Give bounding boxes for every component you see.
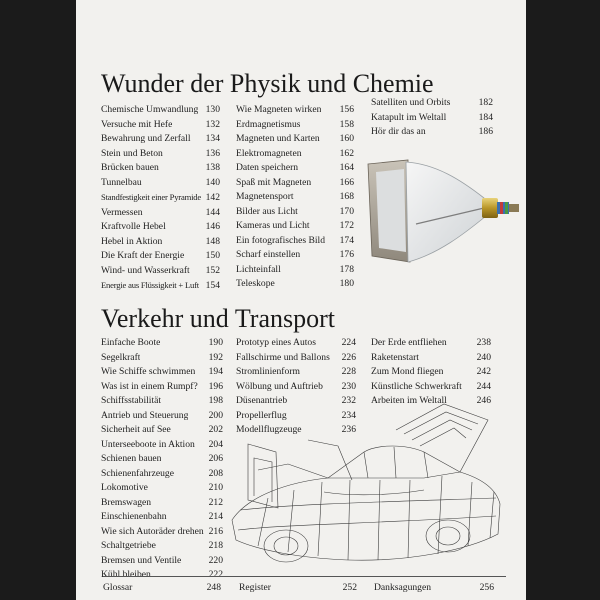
toc-entry-title: Energie aus Flüssigkeit + Luft bbox=[101, 280, 199, 290]
toc-entry-page: 182 bbox=[478, 97, 493, 108]
toc-entry bbox=[236, 103, 354, 118]
toc-entry-page: 166 bbox=[339, 176, 354, 188]
toc-entry-title: Antrieb und Steuerung bbox=[101, 409, 189, 421]
toc-entry-title: Schaltgetriebe bbox=[101, 540, 156, 551]
toc-entry-title: Der Erde entfliehen bbox=[371, 337, 447, 348]
toc-entry bbox=[101, 452, 223, 467]
toc-entry-page: 132 bbox=[205, 118, 220, 130]
toc-entry-title: Stein und Beton bbox=[101, 147, 163, 159]
toc-entry bbox=[236, 351, 356, 366]
toc-entry-title: Stromlinienform bbox=[236, 366, 300, 377]
toc-entry bbox=[101, 103, 220, 118]
toc-entry bbox=[371, 365, 491, 380]
toc-entry-page: 228 bbox=[341, 366, 356, 377]
toc-entry-page: 220 bbox=[208, 554, 223, 566]
toc-entry-page: 230 bbox=[341, 380, 356, 392]
toc-entry bbox=[236, 234, 354, 249]
toc-entry-title: Wie Magneten wirken bbox=[236, 104, 322, 115]
toc-entry-title: Hör dir das an bbox=[371, 126, 426, 137]
toc-entry-page: 130 bbox=[205, 104, 220, 115]
toc-entry-title: Wind- und Wasserkraft bbox=[101, 264, 190, 276]
toc-entry bbox=[236, 219, 354, 234]
toc-entry-title: Prototyp eines Autos bbox=[236, 337, 316, 348]
toc-entry bbox=[371, 336, 491, 351]
toc-entry-page: 140 bbox=[205, 176, 220, 188]
toc-entry-title: Tunnelbau bbox=[101, 176, 142, 188]
toc-entry-title: Bewahrung und Zerfall bbox=[101, 133, 191, 144]
toc-entry-page: 174 bbox=[339, 234, 354, 246]
toc-entry-page: 152 bbox=[205, 264, 220, 276]
toc-entry-title: Fallschirme und Ballons bbox=[236, 351, 330, 363]
toc-entry bbox=[236, 263, 354, 278]
toc-column-physics-2 bbox=[236, 103, 354, 292]
toc-entry bbox=[371, 125, 493, 140]
toc-entry-page: 198 bbox=[208, 395, 223, 406]
toc-entry-title: Hebel in Aktion bbox=[101, 235, 163, 247]
toc-entry-title: Schienen bauen bbox=[101, 453, 162, 464]
footer-rule bbox=[103, 576, 506, 577]
toc-entry-page: 222 bbox=[208, 569, 223, 580]
toc-entry-page: 144 bbox=[205, 206, 220, 218]
toc-entry bbox=[371, 111, 493, 126]
toc-entry-title: Bremsen und Ventile bbox=[101, 554, 182, 566]
toc-entry-title: Kameras und Licht bbox=[236, 220, 310, 231]
toc-entry-page: 194 bbox=[208, 366, 223, 377]
toc-entry-title: Kühl bleiben bbox=[101, 569, 151, 580]
toc-entry-page: 196 bbox=[208, 380, 223, 392]
toc-entry bbox=[236, 277, 354, 292]
footer-entry-page: 252 bbox=[342, 582, 357, 593]
toc-entry-page: 176 bbox=[339, 249, 354, 260]
toc-entry-page: 218 bbox=[208, 540, 223, 551]
toc-entry-page: 242 bbox=[476, 366, 491, 377]
toc-entry bbox=[101, 249, 220, 264]
toc-entry-page: 208 bbox=[208, 467, 223, 479]
toc-entry-page: 134 bbox=[205, 133, 220, 144]
footer-entry-title: Glossar bbox=[103, 582, 133, 593]
toc-entry bbox=[101, 467, 223, 482]
toc-entry-page: 232 bbox=[341, 395, 356, 406]
toc-entry bbox=[236, 205, 354, 220]
toc-entry bbox=[101, 351, 223, 366]
toc-entry-page: 184 bbox=[478, 111, 493, 123]
toc-column-transport-1 bbox=[101, 336, 223, 583]
section-title-transport: Verkehr und Transport bbox=[101, 304, 335, 333]
toc-entry-title: Standfestigkeit einer Pyramide bbox=[101, 192, 201, 202]
toc-entry bbox=[101, 539, 223, 554]
toc-entry-title: Bilder aus Licht bbox=[236, 205, 298, 217]
toc-entry-page: 246 bbox=[476, 395, 491, 406]
toc-entry-page: 190 bbox=[208, 337, 223, 348]
toc-entry-page: 192 bbox=[208, 351, 223, 363]
toc-entry bbox=[101, 264, 220, 279]
toc-entry bbox=[101, 235, 220, 250]
footer-entry-page: 256 bbox=[479, 582, 494, 593]
toc-entry-title: Künstliche Schwerkraft bbox=[371, 380, 462, 392]
toc-entry-page: 156 bbox=[339, 104, 354, 115]
toc-entry-title: Modellflugzeuge bbox=[236, 424, 302, 435]
book-page bbox=[76, 0, 526, 600]
toc-entry bbox=[101, 190, 220, 206]
toc-entry bbox=[101, 394, 223, 409]
toc-entry-title: Brücken bauen bbox=[101, 162, 159, 173]
toc-entry bbox=[236, 161, 354, 176]
toc-entry-page: 158 bbox=[339, 118, 354, 130]
toc-entry-page: 210 bbox=[208, 482, 223, 493]
footer-entry-title: Register bbox=[239, 582, 271, 593]
toc-entry-page: 244 bbox=[476, 380, 491, 392]
toc-entry-title: Lichteinfall bbox=[236, 263, 281, 275]
toc-entry-page: 202 bbox=[208, 424, 223, 435]
toc-entry bbox=[371, 96, 493, 111]
toc-entry bbox=[236, 190, 354, 205]
crt-tube-illustration bbox=[366, 158, 526, 270]
toc-entry bbox=[101, 336, 223, 351]
toc-entry-page: 212 bbox=[208, 496, 223, 508]
toc-entry-page: 138 bbox=[205, 162, 220, 173]
toc-entry-title: Zum Mond fliegen bbox=[371, 366, 444, 377]
toc-entry bbox=[101, 423, 223, 438]
toc-entry-page: 186 bbox=[478, 126, 493, 137]
toc-entry-title: Versuche mit Hefe bbox=[101, 118, 173, 130]
toc-entry bbox=[101, 554, 223, 569]
toc-entry bbox=[101, 365, 223, 380]
toc-entry bbox=[236, 365, 356, 380]
toc-entry bbox=[101, 278, 220, 294]
footer-entry-title: Danksagungen bbox=[374, 582, 432, 593]
toc-entry-page: 164 bbox=[339, 162, 354, 173]
toc-entry-title: Teleskope bbox=[236, 278, 275, 289]
toc-entry bbox=[101, 438, 223, 453]
toc-entry-title: Bremswagen bbox=[101, 496, 152, 508]
toc-column-physics-1 bbox=[101, 103, 220, 294]
toc-entry-title: Wie Schiffe schwimmen bbox=[101, 366, 196, 377]
toc-entry-title: Scharf einstellen bbox=[236, 249, 301, 260]
toc-entry-page: 224 bbox=[341, 337, 356, 348]
toc-entry-page: 170 bbox=[339, 205, 354, 217]
toc-entry-page: 162 bbox=[339, 147, 354, 159]
footer-entry-glossar bbox=[103, 582, 221, 593]
toc-entry-title: Erdmagnetismus bbox=[236, 118, 301, 130]
toc-entry-page: 238 bbox=[476, 337, 491, 348]
toc-entry-title: Einschienenbahn bbox=[101, 511, 167, 522]
toc-entry-title: Wölbung und Auftrieb bbox=[236, 380, 323, 392]
toc-entry-page: 204 bbox=[208, 438, 223, 450]
toc-entry-title: Die Kraft der Energie bbox=[101, 250, 185, 261]
footer-entry-register bbox=[239, 582, 357, 593]
toc-entry-title: Magnetensport bbox=[236, 191, 294, 202]
toc-entry-page: 200 bbox=[208, 409, 223, 421]
toc-entry-title: Elektromagneten bbox=[236, 147, 302, 159]
toc-entry-title: Spaß mit Magneten bbox=[236, 176, 312, 188]
toc-entry-page: 142 bbox=[205, 192, 220, 203]
toc-entry-title: Ein fotografisches Bild bbox=[236, 234, 325, 246]
toc-entry bbox=[101, 409, 223, 424]
toc-entry bbox=[101, 132, 220, 147]
toc-entry-page: 168 bbox=[339, 191, 354, 202]
toc-column-transport-3 bbox=[371, 336, 491, 409]
toc-entry-title: Raketenstart bbox=[371, 351, 419, 363]
toc-entry-page: 146 bbox=[205, 221, 220, 232]
toc-entry-title: Schiffsstabilität bbox=[101, 395, 162, 406]
toc-entry bbox=[236, 118, 354, 133]
section-title-physics: Wunder der Physik und Chemie bbox=[101, 69, 434, 98]
toc-entry-page: 206 bbox=[208, 453, 223, 464]
wireframe-car-illustration bbox=[228, 400, 506, 572]
toc-entry bbox=[236, 176, 354, 191]
toc-entry bbox=[101, 525, 223, 540]
toc-entry bbox=[101, 220, 220, 235]
toc-entry-page: 160 bbox=[339, 133, 354, 144]
toc-entry bbox=[371, 380, 491, 395]
toc-entry-title: Segelkraft bbox=[101, 351, 141, 363]
toc-entry bbox=[101, 176, 220, 191]
toc-entry-page: 136 bbox=[205, 147, 220, 159]
toc-entry-page: 172 bbox=[339, 220, 354, 231]
toc-entry bbox=[101, 481, 223, 496]
toc-entry-page: 178 bbox=[339, 263, 354, 275]
toc-entry bbox=[101, 206, 220, 221]
toc-entry-page: 236 bbox=[341, 424, 356, 435]
toc-column-physics-3 bbox=[371, 96, 493, 140]
toc-entry-title: Düsenantrieb bbox=[236, 395, 288, 406]
toc-entry bbox=[101, 161, 220, 176]
footer-entry-danksagungen bbox=[374, 582, 494, 593]
toc-entry bbox=[101, 147, 220, 162]
toc-entry bbox=[371, 351, 491, 366]
toc-entry-title: Propellerflug bbox=[236, 409, 287, 421]
toc-entry-title: Satelliten und Orbits bbox=[371, 97, 451, 108]
footer-entry-page: 248 bbox=[206, 582, 221, 593]
toc-entry-page: 214 bbox=[208, 511, 223, 522]
toc-entry bbox=[101, 118, 220, 133]
toc-entry-title: Unterseeboote in Aktion bbox=[101, 438, 195, 450]
toc-entry bbox=[236, 248, 354, 263]
toc-entry bbox=[236, 336, 356, 351]
toc-entry-page: 240 bbox=[476, 351, 491, 363]
toc-entry-title: Chemische Umwandlung bbox=[101, 104, 199, 115]
toc-entry bbox=[101, 380, 223, 395]
toc-entry-page: 150 bbox=[205, 250, 220, 261]
toc-entry-page: 216 bbox=[208, 525, 223, 537]
toc-entry-title: Schienenfahrzeuge bbox=[101, 467, 174, 479]
toc-entry bbox=[101, 496, 223, 511]
toc-entry-title: Sicherheit auf See bbox=[101, 424, 171, 435]
toc-entry-page: 180 bbox=[339, 278, 354, 289]
toc-entry bbox=[236, 132, 354, 147]
toc-entry-title: Was ist in einem Rumpf? bbox=[101, 380, 198, 392]
toc-entry-title: Vermessen bbox=[101, 206, 143, 218]
toc-entry bbox=[236, 147, 354, 162]
toc-entry-title: Katapult im Weltall bbox=[371, 111, 447, 123]
toc-entry-title: Kraftvolle Hebel bbox=[101, 221, 166, 232]
toc-entry-page: 234 bbox=[341, 409, 356, 421]
toc-entry-title: Arbeiten im Weltall bbox=[371, 395, 447, 406]
toc-entry bbox=[236, 380, 356, 395]
toc-entry-title: Wie sich Autoräder drehen bbox=[101, 525, 204, 537]
toc-entry-page: 226 bbox=[341, 351, 356, 363]
toc-entry bbox=[101, 510, 223, 525]
toc-entry-page: 148 bbox=[205, 235, 220, 247]
toc-entry-title: Einfache Boote bbox=[101, 337, 161, 348]
toc-entry-page: 154 bbox=[205, 280, 220, 291]
toc-entry-title: Lokomotive bbox=[101, 482, 148, 493]
toc-entry-title: Magneten und Karten bbox=[236, 133, 320, 144]
toc-entry-title: Daten speichern bbox=[236, 162, 299, 173]
